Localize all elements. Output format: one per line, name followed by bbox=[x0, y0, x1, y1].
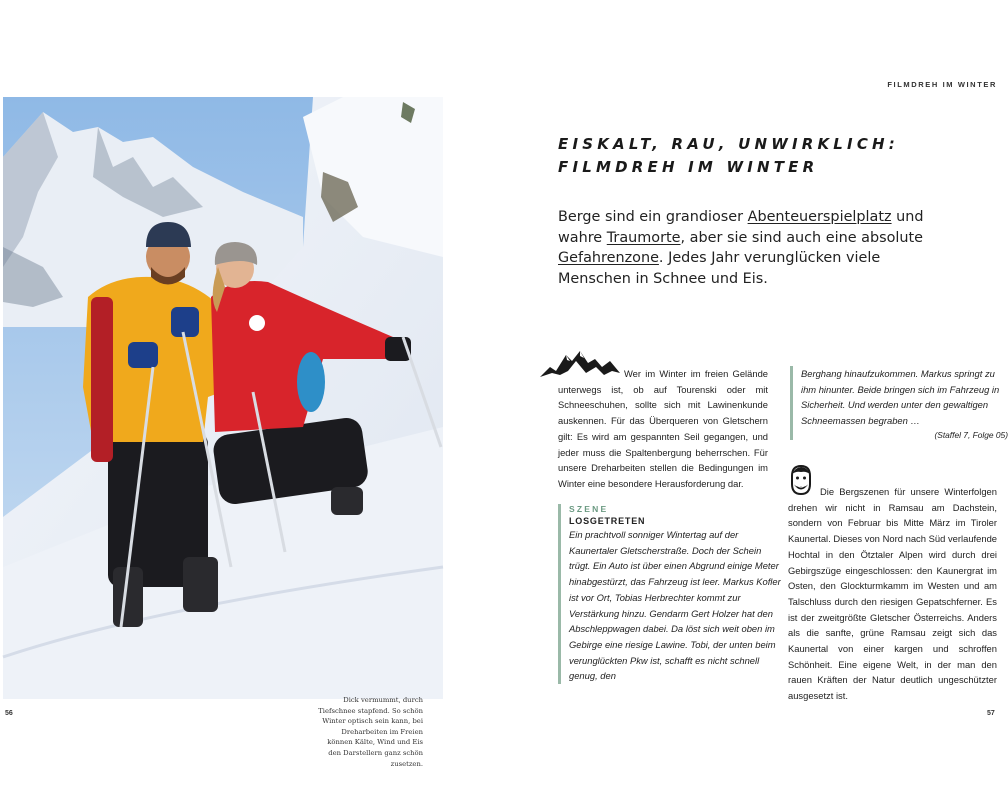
lead-text-2: und wahre bbox=[558, 209, 924, 246]
lead-paragraph bbox=[558, 207, 948, 289]
scene-title: LOSGETRETEN bbox=[569, 516, 646, 526]
lead-link-abenteuerspielplatz: Abenteuerspielplatz bbox=[747, 209, 892, 225]
lead-text-1: Berge sind ein grandioser bbox=[558, 209, 748, 225]
scene-text: Ein prachtvoll sonniger Wintertag auf der Kaunertaler Gletscherstraße. Doch der Schein trügt. Ein Auto ist über einen Abgrund einige Meter hinabgestürzt, das Fahrzeug ist leer. Markus Kofler ist vor Ort, Tobias Herbrechter kommt zur Verstärkung hinzu. Gendarm Gert Holzer hat den Abschleppwagen dabei. Da löst sich weit oben im Gebirge eine riesige Lawine. Tobi, der unten beim verunglückten Pkw ist, schafft es nicht schnell genug, den bbox=[569, 529, 781, 682]
lead-link-gefahrenzone: Gefahrenzone bbox=[558, 250, 659, 267]
lead-text-3: , aber sie sind auch eine absolute bbox=[680, 229, 924, 246]
lead-text-4: . Jedes Jahr verunglücken viele Menschen in Schnee und Eis. bbox=[558, 250, 881, 287]
scene-continuation-text: Berghang hinaufzukommen. Markus springt zu ihm hinunter. Beide bringen sich im Fahrzeug in Sicherheit. Und werden unter den gewaltigen Schneemassen begraben … bbox=[801, 368, 1000, 427]
scene-label: SZENE bbox=[569, 504, 609, 514]
body-column-2: Die Bergszenen für unsere Winterfolgen drehen wir nicht in Ramsau am Dachstein, sondern von Februar bis Mitte März im Tiroler Kaunertal. Dieses von Nord nach Süd verlaufende Hochtal in den Ötztaler Alpen wird durch drei Gebirgszüge eingeschlossen: den Kaunergrat im Osten, den Glockturmkamm im Westen und am Talschluss durch den riesigen Gepatschferner. Es ist der zweitgrößte Gletscher Österreichs. Anders als die sanfte, grüne Ramsau zeigt sich das Kaunertal von einer kargen und schroffen Schönheit. Eine eigene Welt, in der man den rauen Kräften der Natur deutlich ungeschützter ausgesetzt ist. bbox=[788, 486, 997, 702]
scene-continuation bbox=[790, 366, 1008, 440]
body-text-1: Wer im Winter im freien Gelände unterwegs ist, ob auf Tourenski oder mit Schneeschuhen, sollte sich mit Lawinenkunde auskennen. Für das Überqueren von Gletschern gilt: Es wird am gespannten Seil gegangen, und jeder muss die Spaltenbergung beherrschen. Für unsere Dreharbeiten stellen die Bedingungen im Winter eine besondere Herausforderung dar. bbox=[558, 368, 768, 489]
body-column-1 bbox=[558, 366, 768, 492]
scene-source: (Staffel 7, Folge 05) bbox=[934, 429, 1008, 440]
page-number-left: 56 bbox=[5, 710, 13, 717]
title-line-2: FILMDREH IM WINTER bbox=[558, 158, 819, 176]
title-line-1: EISKALT, RAU, UNWIRKLICH: bbox=[558, 135, 900, 153]
scene-box bbox=[558, 504, 781, 684]
article-title bbox=[558, 133, 899, 179]
page-number-right: 57 bbox=[987, 710, 995, 717]
photo-caption: Dick vermummt, durch Tiefschnee stapfend. So schön Winter optisch sein kann, bei Dreharbeiten im Freien können Kälte, Wind und Eis den Darstellern ganz schön zusetzen. bbox=[318, 696, 423, 768]
running-head: FILMDREH IM WINTER bbox=[887, 80, 997, 89]
lead-link-traumorte: Traumorte bbox=[606, 229, 681, 246]
